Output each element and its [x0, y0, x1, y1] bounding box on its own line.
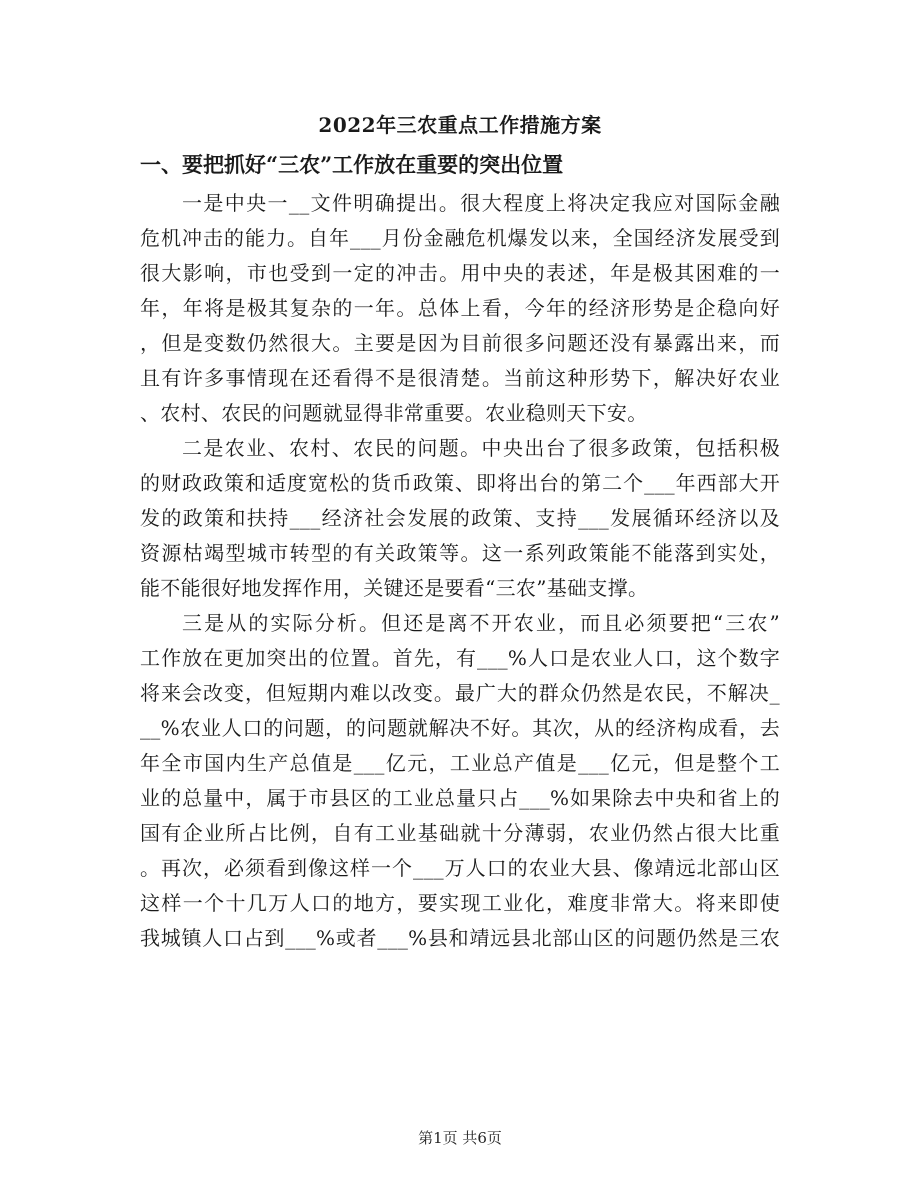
paragraph-line: 发的政策和扶持___经济社会发展的政策、支持___发展循环经济以及	[140, 506, 780, 530]
paragraph-line: 这样一个十几万人口的地方，要实现工业化，难度非常大。将来即使	[140, 891, 780, 915]
paragraph-line: 很大影响，市也受到一定的冲击。用中央的表述，年是极其困难的一	[140, 261, 780, 285]
paragraph-line: __%农业人口的问题，的问题就解决不好。其次，从的经济构成看，去	[140, 716, 780, 740]
paragraph-line: 年，年将是极其复杂的一年。总体上看，今年的经济形势是企稳向好	[140, 296, 780, 320]
page-indicator: 第1页 共6页	[418, 1129, 502, 1147]
paragraph-line: 一是中央一__文件明确提出。很大程度上将决定我应对国际金融	[182, 191, 780, 215]
document-title: 2022年三农重点工作措施方案	[318, 113, 602, 137]
paragraph-line: 业的总量中，属于市县区的工业总量只占___%如果除去中央和省上的	[140, 786, 780, 810]
paragraph-line: 二是农业、农村、农民的问题。中央出台了很多政策，包括积极	[182, 436, 780, 460]
paragraph-line: 能不能很好地发挥作用，关键还是要看“三农”基础支撑。	[140, 576, 649, 600]
paragraph-line: 年全市国内生产总值是___亿元，工业总产值是___亿元，但是整个工	[140, 751, 780, 775]
paragraph-line: 资源枯竭型城市转型的有关政策等。这一系列政策能不能落到实处，	[140, 541, 780, 565]
paragraph-line: 将来会改变，但短期内难以改变。最广大的群众仍然是农民，不解决_	[140, 681, 780, 705]
paragraph-line: 且有许多事情现在还看得不是很清楚。当前这种形势下，解决好农业	[140, 366, 780, 390]
paragraph-line: 的财政政策和适度宽松的货币政策、即将出台的第二个___年西部大开	[140, 471, 780, 495]
paragraph-line: 危机冲击的能力。自年___月份金融危机爆发以来，全国经济发展受到	[140, 226, 780, 250]
paragraph-line: 、农村、农民的问题就显得非常重要。农业稳则天下安。	[140, 401, 648, 425]
section-heading: 一、要把抓好“三农”工作放在重要的突出位置	[140, 152, 564, 177]
paragraph-line: 三是从的实际分析。但还是离不开农业，而且必须要把“三农”	[182, 611, 780, 635]
paragraph-line: 工作放在更加突出的位置。首先，有___%人口是农业人口，这个数字	[140, 646, 780, 670]
paragraph-line: 我城镇人口占到___%或者___%县和靖远县北部山区的问题仍然是三农	[140, 926, 780, 950]
body-text	[140, 186, 780, 956]
paragraph-line: ，但是变数仍然很大。主要是因为目前很多问题还没有暴露出来，而	[140, 331, 780, 355]
paragraph-line: 。再次，必须看到像这样一个___万人口的农业大县、像靖远北部山区	[140, 856, 780, 880]
paragraph-line: 国有企业所占比例，自有工业基础就十分薄弱，农业仍然占很大比重	[140, 821, 780, 845]
